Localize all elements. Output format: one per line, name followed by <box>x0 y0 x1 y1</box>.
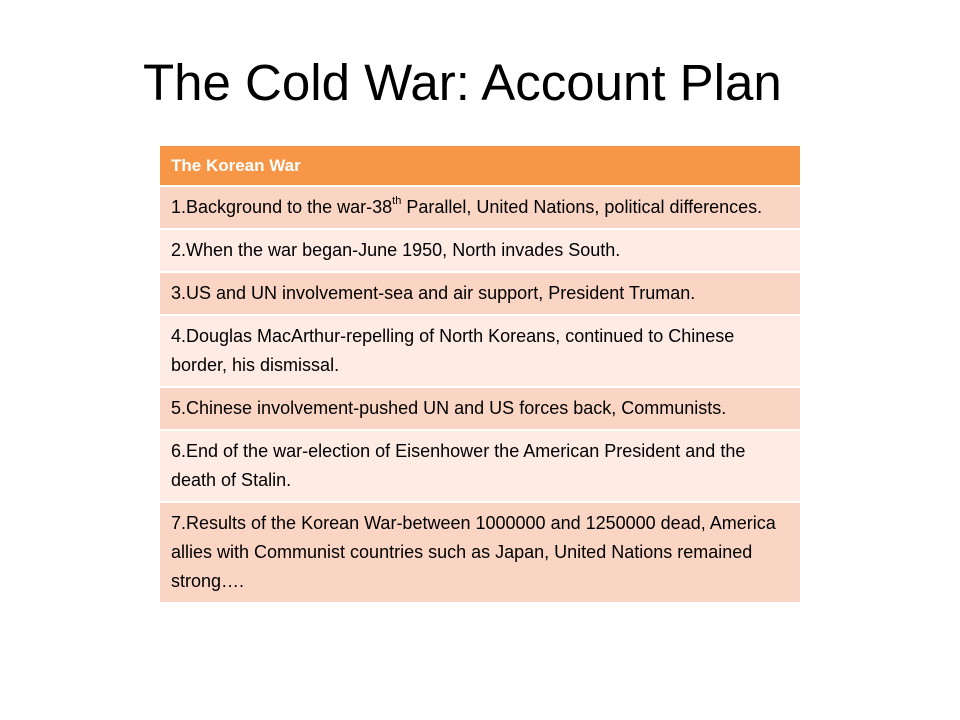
account-plan-table <box>160 146 800 602</box>
table-cell-row-5: 5.Chinese involvement-pushed UN and US forces back, Communists. <box>160 387 800 430</box>
table-row <box>160 430 800 502</box>
table-row <box>160 502 800 602</box>
table-row <box>160 229 800 272</box>
table-cell-row-2: 2.When the war began-June 1950, North invades South. <box>160 229 800 272</box>
table-row <box>160 186 800 229</box>
slide-title: The Cold War: Account Plan <box>143 54 782 111</box>
row-1-superscript: th <box>392 195 402 207</box>
table-header-row <box>160 146 800 186</box>
table-cell-row-1 <box>160 186 800 229</box>
row-1-text-after: Parallel, United Nations, political differences. <box>401 197 763 217</box>
table-row <box>160 387 800 430</box>
table-row <box>160 315 800 387</box>
row-1-text-before: 1.Background to the war-38 <box>171 197 393 217</box>
table-cell-row-3: 3.US and UN involvement-sea and air support, President Truman. <box>160 272 800 315</box>
table-cell-row-6: 6.End of the war-election of Eisenhower the American President and the death of Stalin. <box>160 430 800 502</box>
table-row <box>160 272 800 315</box>
table-cell-row-7: 7.Results of the Korean War-between 1000000 and 1250000 dead, America allies with Communist countries such as Japan, United Nations remained strong…. <box>160 502 800 602</box>
table-header-cell: The Korean War <box>160 146 800 186</box>
table-cell-row-4: 4.Douglas MacArthur-repelling of North Koreans, continued to Chinese border, his dismissal. <box>160 315 800 387</box>
